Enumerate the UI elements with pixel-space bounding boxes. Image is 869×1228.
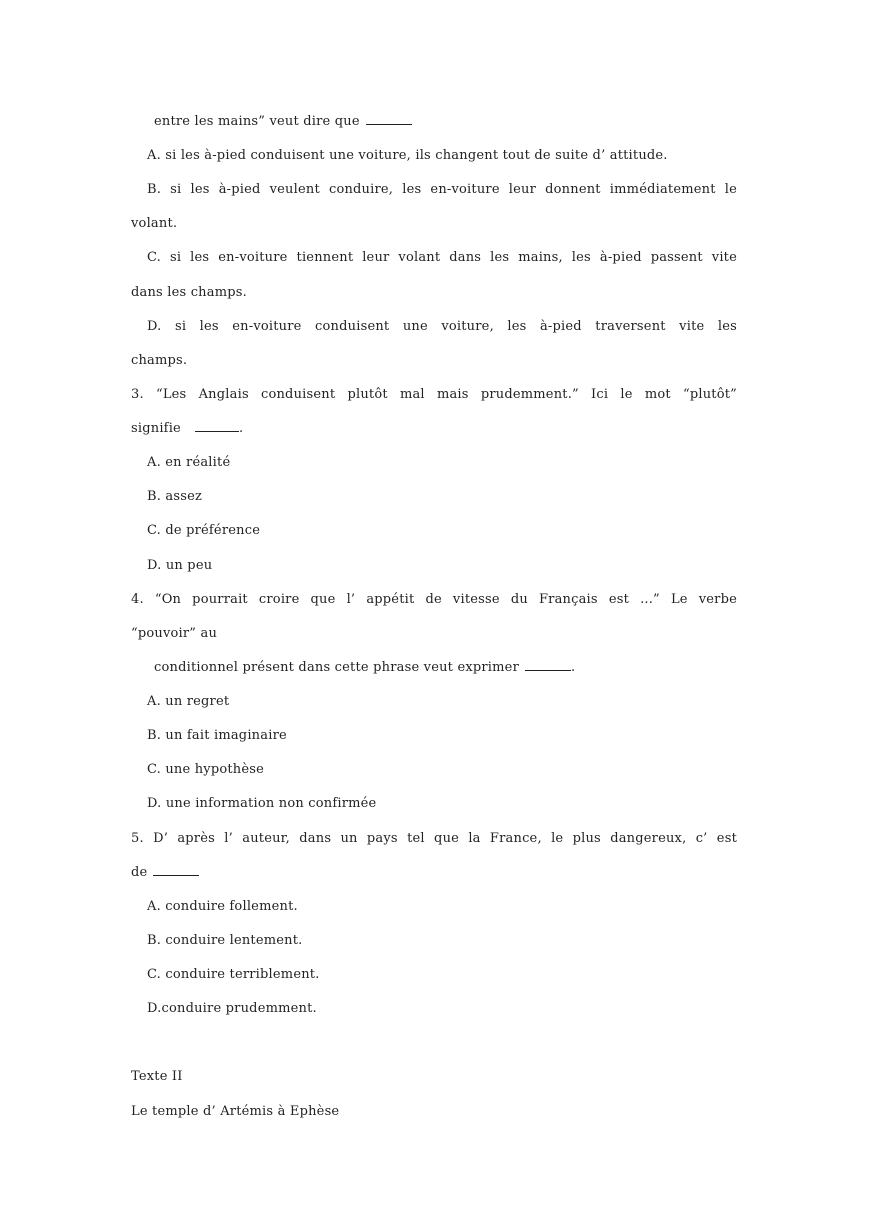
q3-stem-cont <box>131 421 243 436</box>
q2-stem-tail <box>154 114 412 129</box>
q3-option-a: A. en réalité <box>147 455 231 470</box>
answer-blank <box>525 669 571 671</box>
q4-stem: 4. “On pourrait croire que l’ appétit de vitesse du Français est ...” Le verbe <box>131 592 737 607</box>
q2-option-b-cont: volant. <box>131 216 178 231</box>
q5-option-c: C. conduire terriblement. <box>147 967 320 982</box>
q2-stem-text: entre les mains” veut dire que <box>154 114 360 129</box>
q4-option-a: A. un regret <box>147 694 230 709</box>
answer-blank <box>195 430 239 432</box>
q5-stem: 5. D’ après l’ auteur, dans un pays tel que la France, le plus dangereux, c’ est <box>131 831 737 846</box>
q4-option-c: C. une hypothèse <box>147 762 265 777</box>
q3-stem-text: signifie <box>131 421 181 436</box>
q5-option-b: B. conduire lentement. <box>147 933 303 948</box>
q3-option-c: C. de préférence <box>147 523 261 538</box>
answer-blank <box>153 874 199 876</box>
q5-option-a: A. conduire follement. <box>147 899 298 914</box>
q5-stem-cont <box>131 865 199 880</box>
q2-option-a: A. si les à-pied conduisent une voiture, ils changent tout de suite d’ attitude. <box>147 148 668 163</box>
q3-stem-end: . <box>238 421 244 436</box>
section-heading: Texte II <box>131 1069 183 1084</box>
q4-stem-text: conditionnel présent dans cette phrase veut exprimer <box>154 660 519 675</box>
q5-stem-text: de <box>131 865 148 880</box>
q3-stem: 3. “Les Anglais conduisent plutôt mal mais prudemment.” Ici le mot “plutôt” <box>131 387 737 402</box>
q2-option-d-cont: champs. <box>131 353 188 368</box>
section-title: Le temple d’ Artémis à Ephèse <box>131 1104 340 1119</box>
q4-option-b: B. un fait imaginaire <box>147 728 287 743</box>
q3-option-b: B. assez <box>147 489 203 504</box>
q4-stem-cont: “pouvoir” au <box>131 626 218 641</box>
q4-stem-cont2 <box>154 660 575 675</box>
q4-option-d: D. une information non confirmée <box>147 796 377 811</box>
q3-option-d: D. un peu <box>147 558 213 573</box>
q2-option-d: D. si les en-voiture conduisent une voiture, les à-pied traversent vite les <box>147 319 737 334</box>
q4-stem-end: . <box>571 660 576 675</box>
q2-option-b: B. si les à-pied veulent conduire, les en-voiture leur donnent immédiatement le <box>147 182 737 197</box>
q5-option-d: D.conduire prudemment. <box>147 1001 317 1016</box>
q2-option-c-cont: dans les champs. <box>131 285 247 300</box>
q2-option-c: C. si les en-voiture tiennent leur volant dans les mains, les à-pied passent vite <box>147 250 737 265</box>
answer-blank <box>366 123 412 125</box>
